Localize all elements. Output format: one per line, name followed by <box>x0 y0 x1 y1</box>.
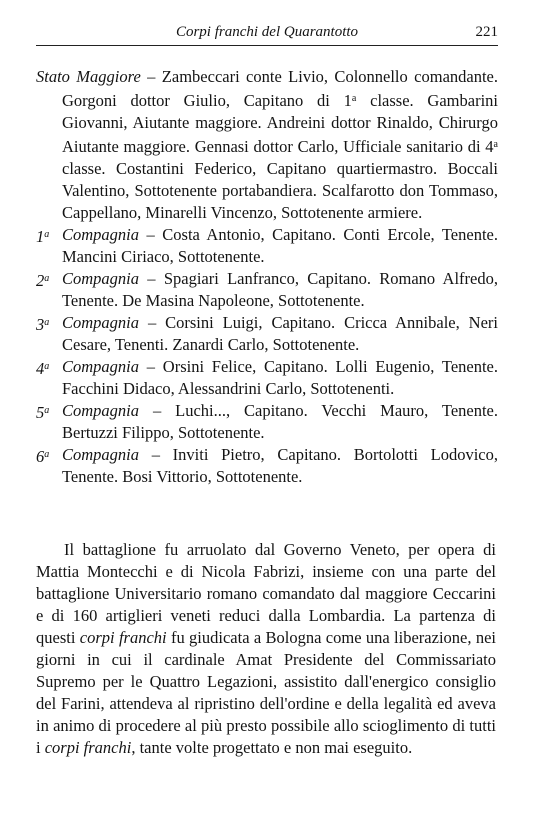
company-text: – Luchi..., Capitano. Vecchi Mauro, Tenente. Bertuzzi Filippo, Sottotenente. <box>62 401 498 442</box>
paragraph-emphasis-2: corpi franchi <box>44 738 132 757</box>
officer-roster <box>36 66 498 488</box>
body-paragraph <box>36 539 496 759</box>
staff-entry <box>36 66 498 224</box>
paragraph-text-1: Il battaglione fu arruolato dal Governo Veneto, per opera di Mattia Montecchi e di Nicola Fabrizi, insieme con una parte del battaglione Universitario romano comandato dal maggiore Ceccarini e di 160 artiglieri veneti reduci dalla Lombardia. La partenza di questi <box>36 540 496 647</box>
paragraph-text-3: , tante volte progettato e non mai eseguito. <box>131 738 413 757</box>
company-label: Compagnia <box>62 225 140 244</box>
company-entry <box>36 444 498 488</box>
company-text: – Costa Antonio, Capitano. Conti Ercole, Tenente. Mancini Ciriaco, Sottotenente. <box>62 225 498 266</box>
company-entry <box>36 268 498 312</box>
company-text: – Corsini Luigi, Capitano. Cricca Annibale, Neri Cesare, Tenenti. Zanardi Carlo, Sottotenente. <box>62 313 498 354</box>
paragraph-emphasis-1: corpi franchi <box>79 628 167 647</box>
company-label: Compagnia <box>62 313 140 332</box>
company-number: 1$^a$ <box>36 227 50 246</box>
staff-text-a: – Zambeccari conte Livio, Colonnello comandante. Gorgoni dottor Giulio, Capitano di 1 <box>62 67 498 110</box>
company-entry <box>36 312 498 356</box>
staff-text-b: classe. Gambarini Giovanni, Aiutante maggiore. Andreini dottor Rinaldo, Chirurgo Aiutante maggiore. Gennasi dottor Carlo, Ufficiale sanitario di 4 <box>62 91 498 156</box>
paragraph-text-2: fu giudicata a Bologna come una liberazione, nei giorni in cui il cardinale Amat Presidente del Commissariato Supremo per le Quattro Legazioni, assistito dall'energico consiglio del Farini, attendeva al ripristino dell'ordine e della legalità ed aveva in animo di procedere al più presto possibile allo scioglimento di tutti i <box>36 628 496 757</box>
company-entry <box>36 400 498 444</box>
running-title: Corpi franchi del Quarantotto <box>175 24 359 40</box>
company-label: Compagnia <box>62 401 140 420</box>
company-number: 2$^a$ <box>36 271 50 290</box>
company-label: Compagnia <box>62 445 140 464</box>
company-label: Compagnia <box>62 357 140 376</box>
staff-text-c: classe. Costantini Federico, Capitano quartiermastro. Boccali Valentino, Sottotenente portabandiera. Scalfarotto don Tommaso, Cappellano, Minarelli Vincenzo, Sottotenente armiere. <box>62 159 498 222</box>
company-text: – Inviti Pietro, Capitano. Bortolotti Lodovico, Tenente. Bosi Vittorio, Sottotenente. <box>62 445 498 486</box>
running-header <box>36 24 498 44</box>
company-text: – Spagiari Lanfranco, Capitano. Romano Alfredo, Tenente. De Masina Napoleone, Sottotenente. <box>62 269 498 310</box>
company-number: 4$^a$ <box>36 359 50 378</box>
header-rule <box>36 45 498 46</box>
company-label: Compagnia <box>62 269 140 288</box>
staff-sup-a: a <box>351 93 357 104</box>
company-number: 5$^a$ <box>36 403 50 422</box>
company-entry <box>36 356 498 400</box>
company-entry <box>36 224 498 268</box>
company-text: – Orsini Felice, Capitano. Lolli Eugenio, Tenente. Facchini Didaco, Alessandrini Carlo, Sottotenenti. <box>62 357 498 398</box>
staff-sup-b: a <box>493 139 498 150</box>
staff-label: Stato Maggiore <box>36 67 141 86</box>
company-number: 6$^a$ <box>36 447 50 466</box>
company-number: 3$^a$ <box>36 315 50 334</box>
page-number: 221 <box>475 24 498 40</box>
